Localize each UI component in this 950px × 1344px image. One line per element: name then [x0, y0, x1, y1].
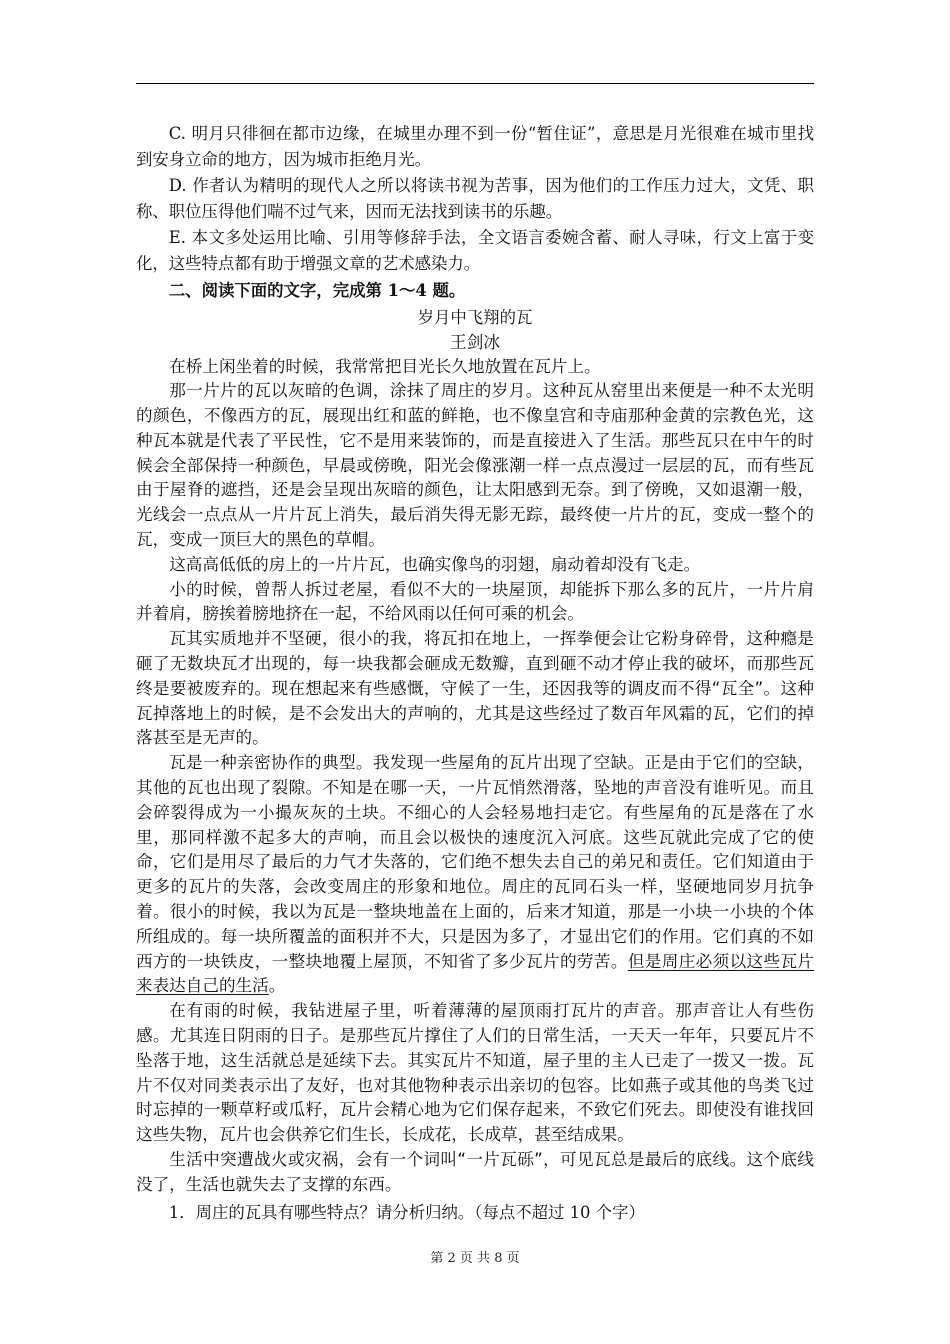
paragraph-5: 瓦其实质地并不坚硬，很小的我，将瓦扣在地上，一挥拳便会让它粉身碎骨，这种瘾是砸了无数块瓦才出现的，每一块我都会砸成无数瓣，直到砸不动才停止我的破坏，而那些瓦终是要被废弃的。现在想起来有些感慨，守候了一生，还因我等的调皮而不得“瓦全”。这种瓦掉落地上的时候，是不会发出大的声响的，尤其是这些经过了数百年风霜的瓦，它们的掉落甚至是无声的。: [136, 629, 814, 748]
page-content: [136, 121, 814, 1226]
paragraph-3: 这高高低低的房上的一片片瓦，也确实像鸟的羽翅，扇动着却没有飞走。: [169, 554, 701, 574]
paragraph-6-text: 瓦是一种亲密协作的典型。我发现一些屋角的瓦片出现了空缺。正是由于它们的空缺，其他的瓦也出现了裂隙。不知是在哪一天，一片瓦悄然滑落，坠地的声音没有谁听见。而且会碎裂得成为一小撮灰灰的土块。不细心的人会轻易地扫走它。有些屋角的瓦是落在了水里，那同样激不起多大的声响，而且会以极快的速度沉入河底。这些瓦就此完成了它的使命，它们是用尽了最后的力气才失落的，它们绝不想失去自己的弟兄和责任。它们知道由于更多的瓦片的失落，会改变周庄的形象和地位。周庄的瓦同石头一样，坚硬地同岁月抗争着。很小的时候，我以为瓦是一整块地盖在上面的，后来才知道，那是一小块一小块的个体所组成的。每一块所覆盖的面积并不大，只是因为多了，才显出它们的作用。它们真的不如西方的一块铁皮，一整块地覆上屋顶，不知省了多少瓦片的劳苦。: [136, 753, 814, 971]
paragraph-6-end: 。: [268, 976, 286, 996]
paragraph-7: 在有雨的时候，我钻进屋子里，听着薄薄的屋顶雨打瓦片的声音。那声音让人有些伤感。尤其连日阴雨的日子。是那些瓦片撑住了人们的日常生活，一天天一年年，只要瓦片不坠落于地，这生活就总是延续下去。其实瓦片不知道，屋子里的主人已走了一拨又一拨。瓦片不仅对同类表示出了友好，也对其他物种表示出亲切的包容。比如燕子或其他的鸟类飞过时忘掉的一颗草籽或瓜籽，瓦片会精心地为它们保存起来，不致它们死去。即使没有谁找回这些失物，瓦片也会供养它们生长，长成花，长成草，甚至结成果。: [136, 1001, 814, 1145]
section-heading: 二、阅读下面的文字，完成第 1～4 题。: [168, 281, 466, 300]
option-d: D. 作者认为精明的现代人之所以将读书视为苦事，因为他们的工作压力过大，文凭、职称、职位压得他们喘不过气来，因而无法找到读书的乐趣。: [136, 176, 814, 221]
option-e: E. 本文多处运用比喻、引用等修辞手法，全文语言委婉含蓄、耐人寻味，行文上富于变化，这些特点都有助于增强文章的艺术感染力。: [136, 228, 814, 273]
paragraph-1: 在桥上闲坐着的时候，我常常把目光长久地放置在瓦片上。: [169, 356, 601, 376]
header-rule: [136, 83, 814, 84]
page-footer: 第 2 页 共 8 页: [430, 1251, 520, 1266]
article-title: 岁月中飞翔的瓦: [417, 307, 533, 327]
paragraph-2: 那一片片的瓦以灰暗的色调，涂抹了周庄的岁月。这种瓦从窑里出来便是一种不太光明的颜色，不像西方的瓦，展现出红和蓝的鲜艳，也不像皇宫和寺庙那种金黄的宗教色光，这种瓦本就是代表了平民性，它不是用来装饰的，而是直接进入了生活。那些瓦只在中午的时候会全部保持一种颜色，早晨或傍晚，阳光会像涨潮一样一点点漫过一层层的瓦，而有些瓦由于屋脊的遮挡，还是会呈现出灰暗的颜色，让太阳感到无奈。到了傍晚，又如退潮一般，光线会一点点从一片片瓦上消失，最后消失得无影无踪，最终使一片片的瓦，变成一整个的瓦，变成一顶巨大的黑色的草帽。: [136, 381, 814, 550]
paragraph-8: 生活中突遭战火或灾祸，会有一个词叫“一片瓦砾”，可见瓦总是最后的底线。这个底线没了，生活也就失去了支撑的东西。: [136, 1150, 814, 1194]
question-1: 1．周庄的瓦具有哪些特点？请分析归纳。（每点不超过 10 个字）: [168, 1202, 645, 1222]
option-c: C. 明月只徘徊在都市边缘，在城里办理不到一份“暂住证”，意思是月光很难在城市里找到安身立命的地方，因为城市拒绝月光。: [136, 124, 814, 169]
paragraph-4: 小的时候，曾帮人拆过老屋，看似不大的一块屋顶，却能拆下那么多的瓦片，一片片肩并着肩，膀挨着膀地挤在一起，不给风雨以任何可乘的机会。: [136, 579, 814, 624]
article-author: 王剑冰: [449, 332, 501, 352]
paragraph-6: [136, 751, 814, 999]
underlined-sentence: 但是周庄必须以这些瓦片来表达自己的生活: [136, 951, 815, 996]
